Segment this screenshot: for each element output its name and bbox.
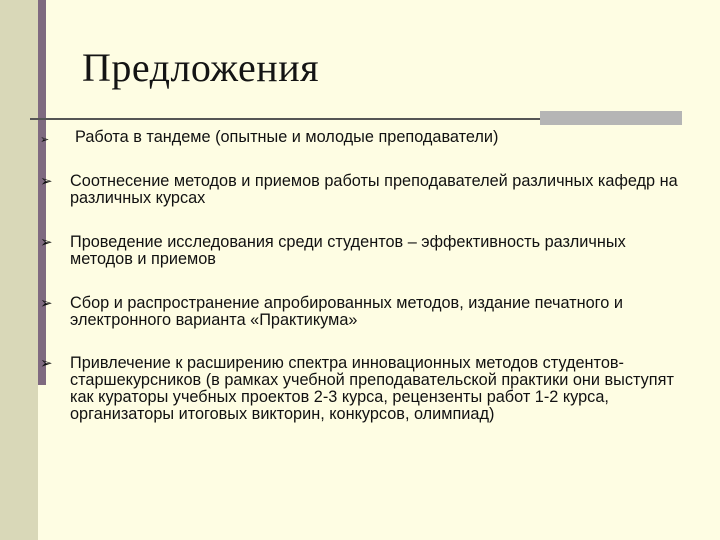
arrow-bullet-icon: ➢	[40, 133, 50, 146]
bullet-text: Сбор и распространение апробированных методов, издание печатного и электронного варианта «Практикума»	[70, 294, 623, 329]
arrow-bullet-icon: ➢	[40, 233, 53, 251]
bullet-text: Проведение исследования среди студентов – эффективность различных методов и приемов	[70, 233, 626, 268]
arrow-bullet-icon: ➢	[40, 172, 53, 190]
bullet-text: Привлечение к расширению спектра инновационных методов студентов-старшекурсников (в рамках учебной преподавательской практики они выступят как кураторы учебных проектов 2-3 курса, рецензенты работ 1-2 курса, организаторы итоговых викторин, конкурсов, олимпиад)	[70, 354, 674, 423]
bullet-text: Работа в тандеме (опытные и молодые преподаватели)	[75, 128, 499, 146]
arrow-bullet-icon: ➢	[40, 354, 53, 372]
bullet-text: Соотнесение методов и приемов работы преподавателей различных кафедр на различных курсах	[70, 172, 678, 207]
slide-title: Предложения	[82, 45, 320, 90]
arrow-bullet-icon: ➢	[40, 294, 53, 312]
